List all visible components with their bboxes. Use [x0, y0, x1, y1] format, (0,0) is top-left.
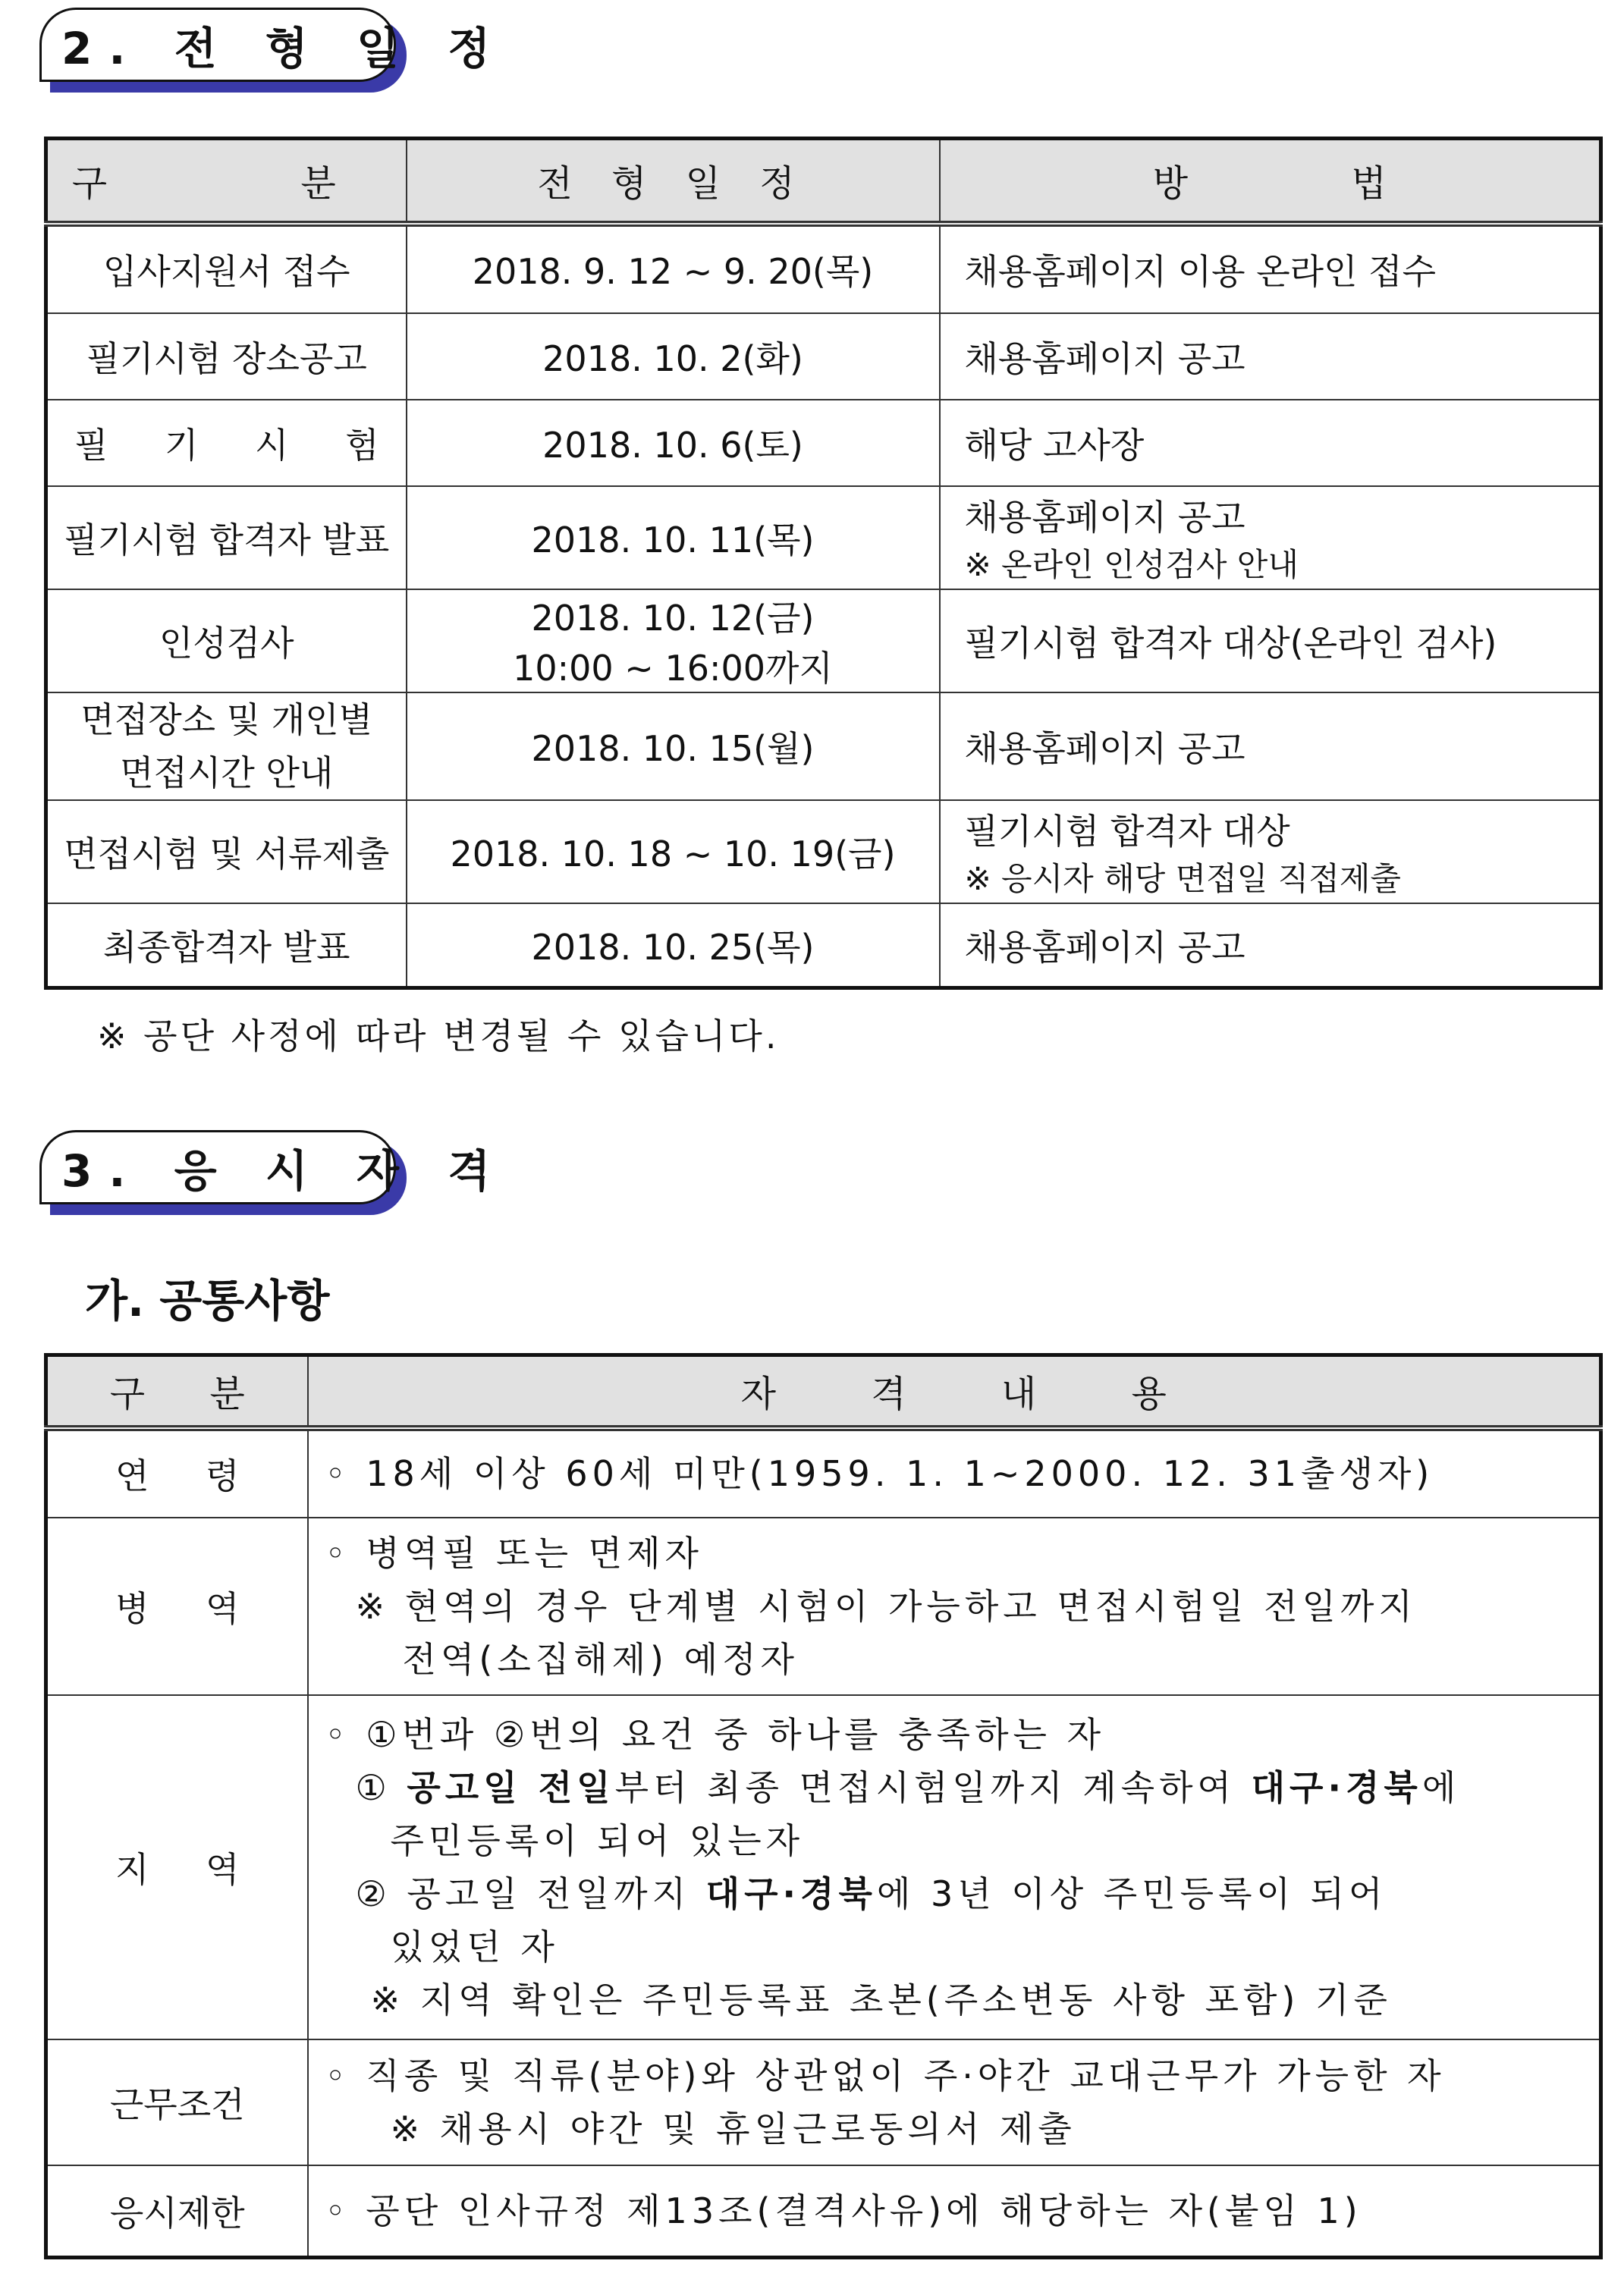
section2-title: 2. 전 형 일 정: [61, 23, 507, 74]
header-method: 방 법: [940, 139, 1601, 224]
region-item2: [325, 1867, 1600, 1920]
military-line2: ※ 현역의 경우 단계별 시험이 가능하고 면접시험일 전일까지: [355, 1585, 1417, 1627]
work-line1: ◦ 직종 및 직류(분야)와 상관없이 주·야간 교대근무가 가능한 자: [325, 2055, 1446, 2096]
row-method: 채용홈페이지 이용 온라인 접수: [940, 224, 1601, 313]
row-content: [308, 1428, 1601, 1518]
row-category: 필기시험 장소공고: [46, 313, 407, 400]
qualification-table: [44, 1353, 1603, 2259]
badge-face: [39, 1130, 507, 1204]
row-date: 2018. 10. 6(토): [407, 400, 940, 486]
table-row: [46, 224, 1601, 313]
row-category: 인성검사: [46, 589, 407, 692]
row-label: 근무조건: [46, 2039, 308, 2165]
row-date-cell: [407, 589, 940, 692]
header-schedule: 전 형 일 정: [407, 139, 940, 224]
row-method: 채용홈페이지 공고: [940, 903, 1601, 988]
row-date: 2018. 10. 18 ~ 10. 19(금): [407, 800, 940, 903]
row-category: 면접시험 및 서류제출: [46, 800, 407, 903]
table-row-military: [46, 1518, 1601, 1695]
section3-header-badge: [39, 1130, 507, 1223]
region-note: ※ 지역 확인은 주민등록표 초본(주소변동 사항 포함) 기준: [370, 1979, 1392, 2020]
region-item1-line2: 주민등록이 되어 있는자: [390, 1819, 805, 1861]
row-label: 연 령: [46, 1428, 308, 1518]
item1-bold2: 대구·경북: [1251, 1766, 1422, 1808]
row-label: 응시제한: [46, 2165, 308, 2258]
item1-text2: 에: [1421, 1766, 1461, 1808]
subheading-common: 가. 공통사항: [85, 1275, 330, 1327]
item2-text2: 에 3년 이상 주민등록이 되어: [876, 1873, 1387, 1914]
row-date: 2018. 10. 2(화): [407, 313, 940, 400]
row-content: [308, 1695, 1601, 2039]
table-row: [46, 903, 1601, 988]
row-note: ※ 응시자 해당 면접일 직접제출: [964, 859, 1401, 897]
age-line: ◦ 18세 이상 60세 미만(1959. 1. 1∼2000. 12. 31출생자): [325, 1453, 1434, 1494]
item1-number: ①: [355, 1766, 391, 1808]
row-method: 채용홈페이지 공고: [940, 692, 1601, 800]
row-method: 채용홈페이지 공고: [964, 496, 1245, 538]
item2-number: ②: [355, 1873, 391, 1914]
region-line1: ◦ ①번과 ②번의 요건 중 하나를 충족하는 자: [325, 1713, 1106, 1755]
region-item1: [325, 1761, 1600, 1814]
header-category: 구 분: [46, 1355, 308, 1428]
row-label: 지 역: [46, 1695, 308, 2039]
table-row-restriction: [46, 2165, 1601, 2258]
table-row: [46, 486, 1601, 589]
row-label: 병 역: [46, 1518, 308, 1695]
table-row-work: [46, 2039, 1601, 2165]
row-date: 2018. 10. 11(목): [407, 486, 940, 589]
row-date: 2018. 10. 12(금): [531, 597, 815, 639]
row-method: 채용홈페이지 공고: [940, 313, 1601, 400]
schedule-footnote: ※ 공단 사정에 따라 변경될 수 있습니다.: [97, 1016, 780, 1057]
row-method: 필기시험 합격자 대상: [964, 810, 1290, 852]
table-row-region: [46, 1695, 1601, 2039]
row-content: [308, 2165, 1601, 2258]
row-date: 2018. 9. 12 ~ 9. 20(목): [407, 224, 940, 313]
table-row-age: [46, 1428, 1601, 1518]
row-category: 필기시험 합격자 발표: [46, 486, 407, 589]
region-item2-line2: 있었던 자: [390, 1926, 559, 1967]
table-row: [46, 313, 1601, 400]
military-line1: ◦ 병역필 또는 면제자: [325, 1532, 703, 1574]
badge-face: [39, 8, 507, 82]
header-category: 구 분: [46, 139, 407, 224]
row-category: 최종합격자 발표: [46, 903, 407, 988]
row-time: 10:00 ~ 16:00까지: [513, 647, 833, 689]
row-note: ※ 온라인 인성검사 안내: [964, 545, 1299, 583]
row-method-cell: [940, 800, 1601, 903]
row-category: 필 기 시 험: [46, 400, 407, 486]
item1-text1: 부터 최종 면접시험일까지 계속하여: [614, 1766, 1252, 1808]
header-content: 자 격 내 용: [308, 1355, 1601, 1428]
item2-bold: 대구·경북: [705, 1873, 877, 1914]
row-method-cell: [940, 486, 1601, 589]
section3-title: 3. 응 시 자 격: [61, 1145, 507, 1197]
table-row: [46, 692, 1601, 800]
section2-header-badge: [39, 8, 507, 100]
restriction-line1: ◦ 공단 인사규정 제13조(결격사유)에 해당하는 자(붙임 1): [325, 2190, 1362, 2231]
row-content: [308, 2039, 1601, 2165]
row-method: 필기시험 합격자 대상(온라인 검사): [940, 589, 1601, 692]
row-category: 면접장소 및 개인별 면접시간 안내: [46, 692, 407, 800]
table-row: [46, 589, 1601, 692]
table-row: [46, 800, 1601, 903]
schedule-table: [44, 137, 1603, 990]
table-row: [46, 400, 1601, 486]
row-date: 2018. 10. 15(월): [407, 692, 940, 800]
military-line3: 전역(소집해제) 예정자: [402, 1638, 799, 1680]
row-date: 2018. 10. 25(목): [407, 903, 940, 988]
row-method: 해당 고사장: [940, 400, 1601, 486]
row-content: [308, 1518, 1601, 1695]
item2-text1: 공고일 전일까지: [407, 1873, 706, 1914]
item1-bold1: 공고일 전일: [407, 1766, 615, 1808]
row-category: 입사지원서 접수: [46, 224, 407, 313]
work-line2: ※ 채용시 야간 및 휴일근로동의서 제출: [390, 2108, 1076, 2149]
